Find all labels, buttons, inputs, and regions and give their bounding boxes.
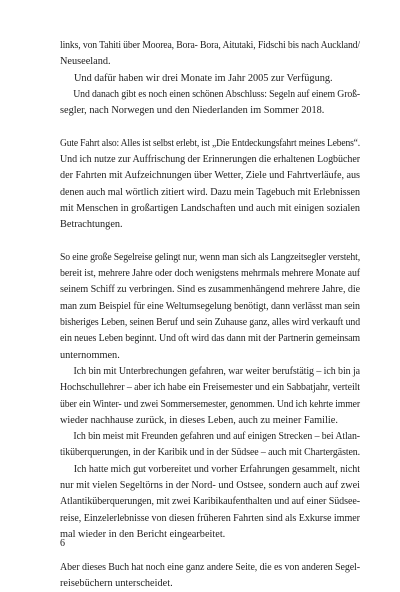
text-line: ein neues Leben beginnt. Und oft wird das dann mit der Partnerin gemeinsam: [60, 331, 348, 347]
text-line: links, von Tahiti über Moorea, Bora- Bora, Aitutaki, Fidschi bis nach Auckland/: [60, 38, 343, 54]
text-line: Und danach gibt es noch einen schönen Abschluss: Segeln auf einem Groß-: [60, 87, 344, 103]
text-line: mit Menschen in großartigen Landschaften und auch mit einigen sozialen: [60, 201, 358, 217]
text-line: nur mit vielen Segeltörns in der Nord- und Ostsee, sondern auch auf zwei: [60, 478, 358, 494]
text-line: Hochschullehrer – aber ich habe ein Freisemester und ein Sabbatjahr, verteilt: [60, 380, 350, 396]
text-line: wieder nachhause zurück, in dieses Leben, auch zu meiner Familie.: [60, 413, 360, 429]
paragraph-gap: [60, 543, 360, 559]
paragraph: [60, 136, 360, 234]
paragraph: [60, 560, 360, 592]
text-line: der Fahrten mit Aufzeichnungen über Wetter, Ziele und Fahrtverläufe, aus: [60, 168, 357, 184]
paragraph-gap: [60, 119, 360, 135]
text-line: Ich bin mit Unterbrechungen gefahren, war weiter berufstätig – ich bin ja: [60, 364, 350, 380]
text-line: denen auch mal wörtlich zitiert wird. Dazu mein Tagebuch mit Erlebnissen: [60, 185, 355, 201]
text-line: Neuseeland.: [60, 54, 360, 70]
text-line: mal wieder in den Bericht eingearbeitet.: [60, 527, 360, 543]
text-line: über ein Winter- und zwei Sommersemester, genommen. Und ich kehrte immer: [60, 397, 343, 413]
paragraph: [60, 462, 360, 543]
text-line: bereit ist, mehrere Jahre oder doch wenigstens mehrmals mehrere Monate auf: [60, 266, 348, 282]
body-text: [60, 38, 360, 592]
paragraph-gap: [60, 234, 360, 250]
paragraph: [60, 364, 360, 429]
text-line: Atlantiküberquerungen, mit zwei Karibikaufenthalten und auf einer Südsee-: [60, 494, 352, 510]
text-line: bisheriges Leben, seinen Beruf und sein Zuhause ganz, alles wird verkauft und: [60, 315, 345, 331]
paragraph: [60, 38, 360, 71]
text-line: Und ich nutze zur Auffrischung der Erinnerungen die erhaltenen Logbücher: [60, 152, 352, 168]
paragraph: [60, 71, 360, 87]
text-line: tiküberquerungen, in der Karibik und in der Südsee – auch mit Chartergästen.: [60, 445, 348, 461]
text-line: Und dafür haben wir drei Monate im Jahr 2005 zur Verfügung.: [60, 71, 360, 87]
text-line: So eine große Segelreise gelingt nur, wenn man sich als Langzeitsegler versteht,: [60, 250, 343, 266]
paragraph: [60, 250, 360, 364]
text-line: segler, nach Norwegen und den Niederlanden im Sommer 2018.: [60, 103, 360, 119]
text-line: Gute Fahrt also: Alles ist selbst erlebt, ist „Die Entdeckungsfahrt meines Lebens“.: [60, 136, 339, 152]
text-line: reise, Einzelerlebnisse von diesen früheren Fahrten sind als Exkurse immer: [60, 511, 354, 527]
text-line: seinem Schiff zu verbringen. Sind es zusammenhängend mehrere Jahre, die: [60, 282, 353, 298]
text-line: Ich hatte mich gut vorbereitet und vorher Erfahrungen gesammelt, nicht: [60, 462, 353, 478]
text-line: unternommen.: [60, 348, 360, 364]
text-line: Aber dieses Buch hat noch eine ganz andere Seite, die es von anderen Segel-: [60, 560, 350, 576]
text-line: Betrachtungen.: [60, 217, 360, 233]
paragraph: [60, 87, 360, 120]
page-number: 6: [60, 538, 65, 550]
text-line: man zum Beispiel für eine Weltumsegelung benötigt, dann verlässt man sein: [60, 299, 351, 315]
text-line: Ich bin meist mit Freunden gefahren und auf einigen Strecken – bei Atlan-: [60, 429, 347, 445]
paragraph: [60, 429, 360, 462]
text-line: reisebüchern unterscheidet.: [60, 576, 360, 592]
